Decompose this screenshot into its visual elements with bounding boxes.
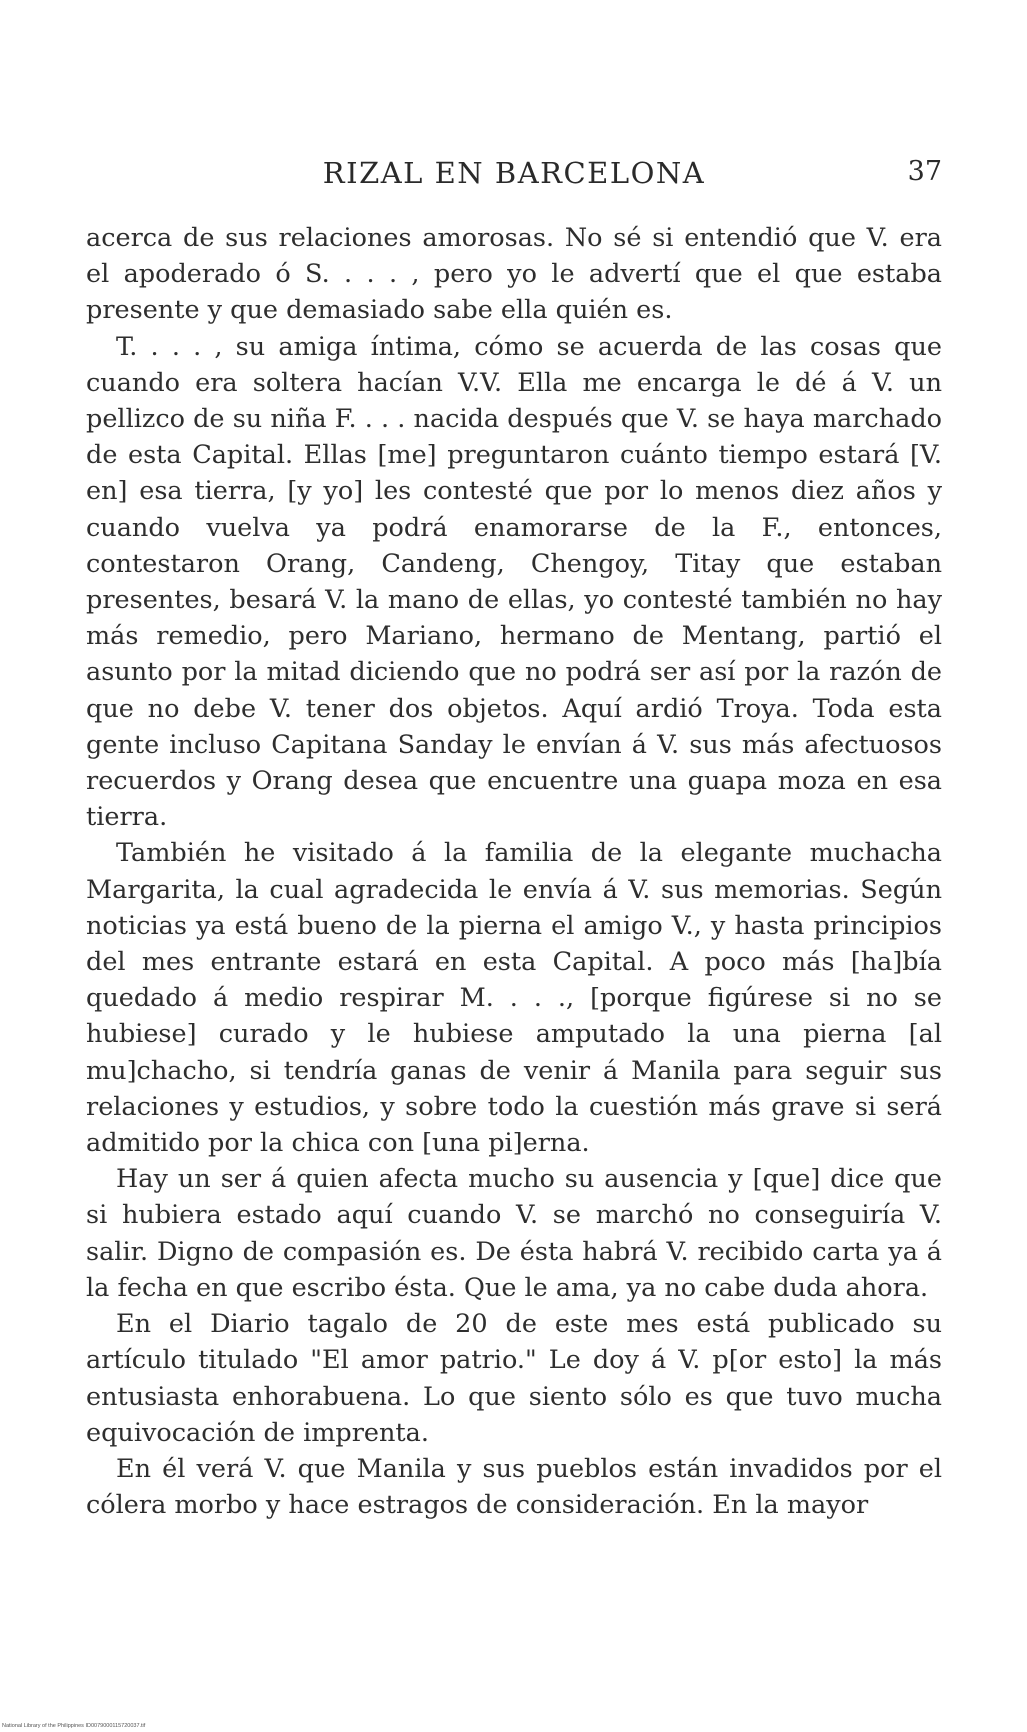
- paragraph: Hay un ser á quien afecta mucho su ausencia y [que] dice que si hubiera estado aquí cuando V. se marchó no conseguiría V. salir. Digno de compasión es. De ésta habrá V. recibido carta ya á la fecha en que escribo ésta. Que le ama, ya no cabe duda ahora.: [86, 1164, 942, 1303]
- paragraph: También he visitado á la familia de la elegante muchacha Margarita, la cual agradecida le envía á V. sus memorias. Según noticias ya está bueno de la pierna el amigo V., y hasta principios del mes entrante estará en esta Capital. A poco más [ha]bía quedado á medio respirar M. . . ., [porque figúrese si no se hubiese] curado y le hubiese amputado la una pierna [al mu]chacho, si tendría ganas de venir á Manila para seguir sus relaciones y estudios, y sobre todo la cuestión más grave si será admitido por la chica con [una pi]erna.: [86, 838, 942, 1159]
- paragraph-continuation: acerca de sus relaciones amorosas. No sé si entendió que V. era el apoderado ó S. . . . , pero yo le advertí que el que estaba presente y que demasiado sabe ella quién es.: [86, 223, 942, 326]
- paragraph: En el Diario tagalo de 20 de este mes está publicado su artículo titulado "El amor patrio." Le doy á V. p[or esto] la más entusiasta enhorabuena. Lo que siento sólo es que tuvo mucha equivocación de imprenta.: [86, 1309, 942, 1448]
- page-number: 37: [907, 156, 942, 187]
- scan-footer-note: National Library of the Philippines ID0079000115720037.tif: [2, 1723, 146, 1729]
- paragraph: En él verá V. que Manila y sus pueblos están invadidos por el cólera morbo y hace estragos de consideración. En la mayor: [86, 1453, 942, 1521]
- running-head: [86, 156, 942, 196]
- body-text: [86, 220, 942, 1523]
- running-title: RIZAL EN BARCELONA: [322, 156, 706, 190]
- paragraph: T. . . . , su amiga íntima, cómo se acuerda de las cosas que cuando era soltera hacían V.V. Ella me encarga le dé á V. un pellizco de su niña F. . . . nacida después que V. se haya marchado de esta Capital. Ellas [me] preguntaron cuánto tiempo estará [V. en] esa tierra, [y yo] les contesté que por lo menos diez años y cuando vuelva ya podrá enamorarse de la F., entonces, contestaron Orang, Candeng, Chengoy, Titay que estaban presentes, besará V. la mano de ellas, yo contesté también no hay más remedio, pero Mariano, hermano de Mentang, partió el asunto por la mitad diciendo que no podrá ser así por la razón de que no debe V. tener dos objetos. Aquí ardió Troya. Toda esta gente incluso Capitana Sanday le envían á V. sus más afectuosos recuerdos y Orang desea que encuentre una guapa moza en esa tierra.: [86, 331, 942, 833]
